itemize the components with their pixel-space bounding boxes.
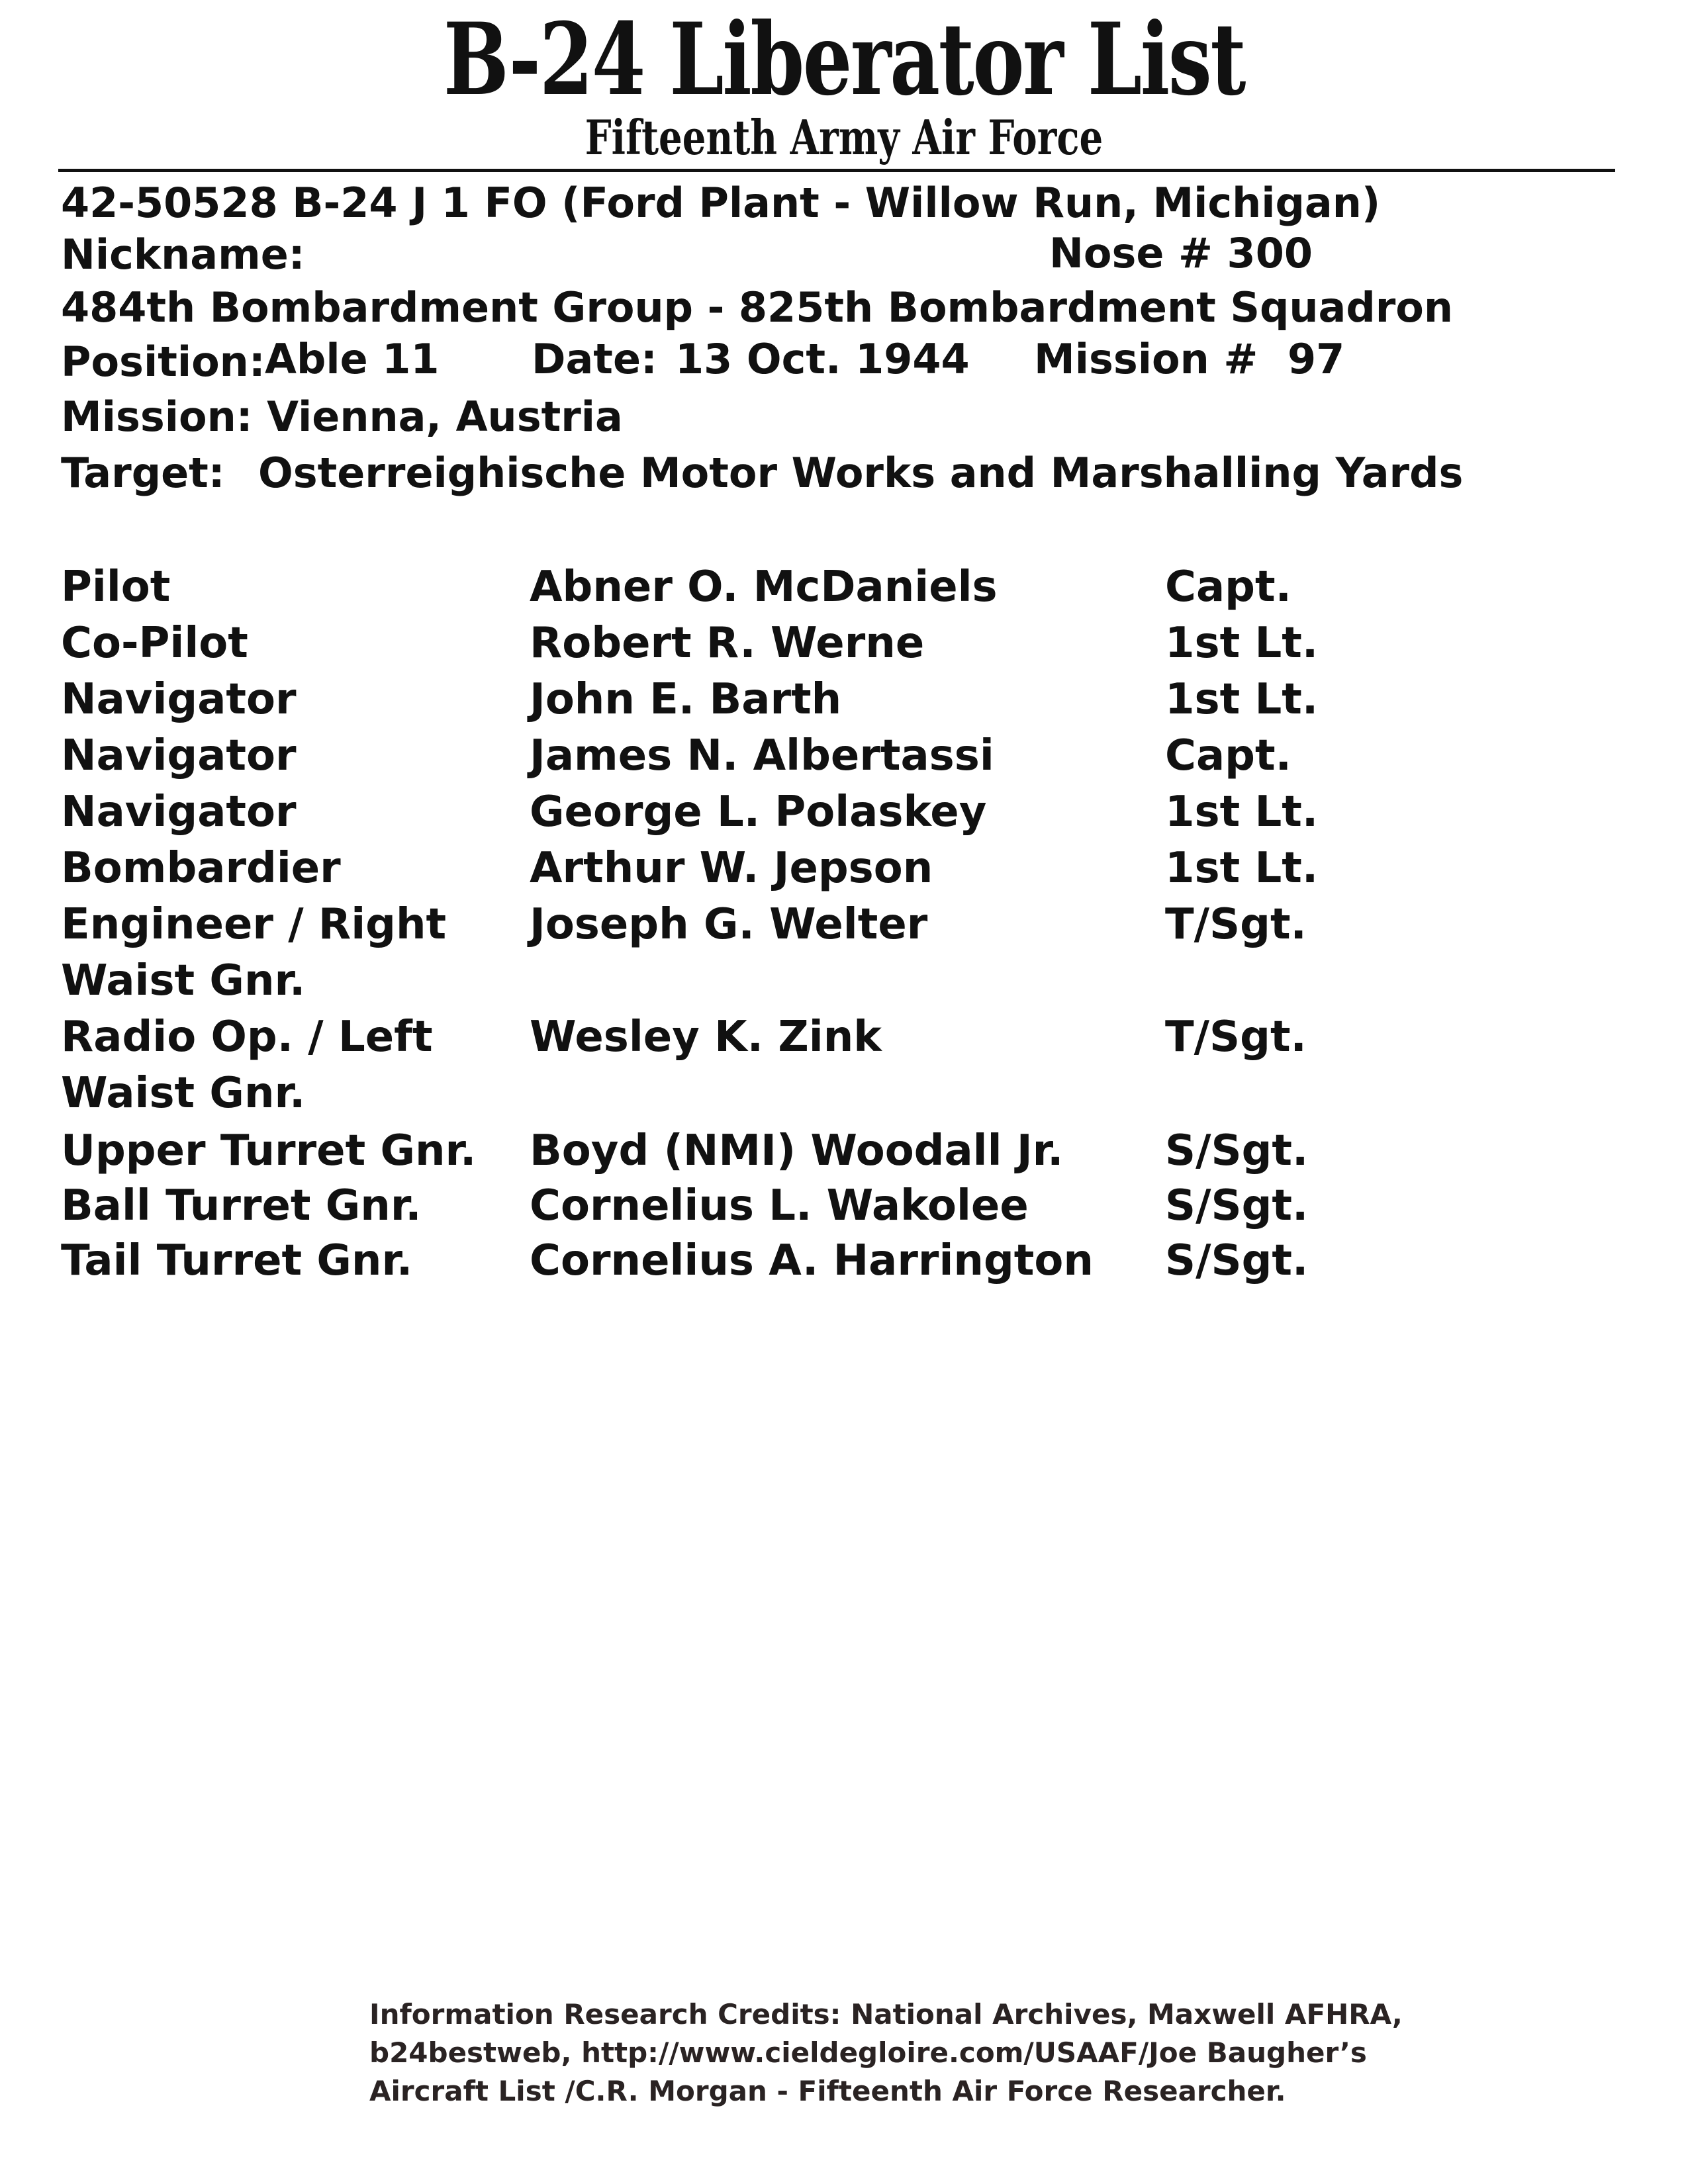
crew-rank: S/Sgt. (1165, 1236, 1309, 1285)
crew-rank: T/Sgt. (1165, 900, 1307, 949)
crew-position: Navigator (61, 731, 297, 780)
crew-name: Cornelius A. Harrington (530, 1236, 1094, 1285)
crew-rank: T/Sgt. (1165, 1013, 1307, 1062)
page-title: B-24 Liberator List (443, 1, 1245, 118)
crew-name: Arthur W. Jepson (530, 844, 933, 893)
crew-position: Pilot (61, 563, 171, 612)
crew-position: Upper Turret Gnr. (61, 1126, 477, 1175)
credits-line: Aircraft List /C.R. Morgan - Fifteenth Air Force Researcher. (369, 2075, 1286, 2107)
mission-line: Mission: Vienna, Austria (61, 392, 623, 441)
position-value: Able 11 (265, 335, 440, 383)
target-label: Target: (61, 449, 225, 497)
crew-name: Joseph G. Welter (530, 900, 928, 949)
crew-position: Navigator (61, 788, 297, 837)
crew-name: John E. Barth (530, 675, 842, 724)
page-subtitle: Fifteenth Army Air Force (585, 109, 1103, 165)
crew-name: James N. Albertassi (530, 731, 994, 780)
crew-rank: 1st Lt. (1165, 844, 1319, 893)
crew-name: Wesley K. Zink (530, 1013, 882, 1062)
crew-rank: Capt. (1165, 563, 1291, 612)
date-label: Date: (532, 335, 657, 383)
crew-rank: 1st Lt. (1165, 619, 1319, 668)
nose-number: Nose # 300 (1049, 229, 1313, 277)
crew-position: Radio Op. / Left Waist Gnr. (61, 1013, 433, 1118)
crew-rank: S/Sgt. (1165, 1181, 1309, 1230)
crew-position: Ball Turret Gnr. (61, 1181, 422, 1230)
crew-name: George L. Polaskey (530, 788, 987, 837)
group-line: 484th Bombardment Group - 825th Bombardment Squadron (61, 283, 1454, 332)
crew-name: Boyd (NMI) Woodall Jr. (530, 1126, 1064, 1175)
crew-rank: 1st Lt. (1165, 675, 1319, 724)
crew-rank: 1st Lt. (1165, 788, 1319, 837)
credits-line: Information Research Credits: National Archives, Maxwell AFHRA, (369, 1998, 1403, 2030)
mission-number-label: Mission # (1034, 335, 1258, 383)
target-value: Osterreighische Motor Works and Marshalling Yards (258, 449, 1464, 497)
crew-position: Co-Pilot (61, 619, 248, 668)
position-label: Position: (61, 338, 265, 386)
credits-line: b24bestweb, http://www.cieldegloire.com/USAAF/Joe Baugher’s (369, 2036, 1367, 2069)
header-divider (58, 169, 1615, 172)
crew-position: Bombardier (61, 844, 341, 893)
crew-position: Tail Turret Gnr. (61, 1236, 413, 1285)
crew-name: Abner O. McDaniels (530, 563, 998, 612)
mission-number-value: 97 (1288, 335, 1345, 383)
crew-position: Navigator (61, 675, 297, 724)
research-credits (369, 1995, 1402, 2111)
crew-position: Engineer / Right Waist Gnr. (61, 900, 447, 1005)
nickname-label: Nickname: (61, 230, 305, 279)
crew-name: Cornelius L. Wakolee (530, 1181, 1029, 1230)
crew-name: Robert R. Werne (530, 619, 925, 668)
serial-line: 42-50528 B-24 J 1 FO (Ford Plant - Willow Run, Michigan) (61, 179, 1381, 227)
crew-rank: Capt. (1165, 731, 1291, 780)
crew-rank: S/Sgt. (1165, 1126, 1309, 1175)
date-value: 13 Oct. 1944 (675, 335, 970, 383)
